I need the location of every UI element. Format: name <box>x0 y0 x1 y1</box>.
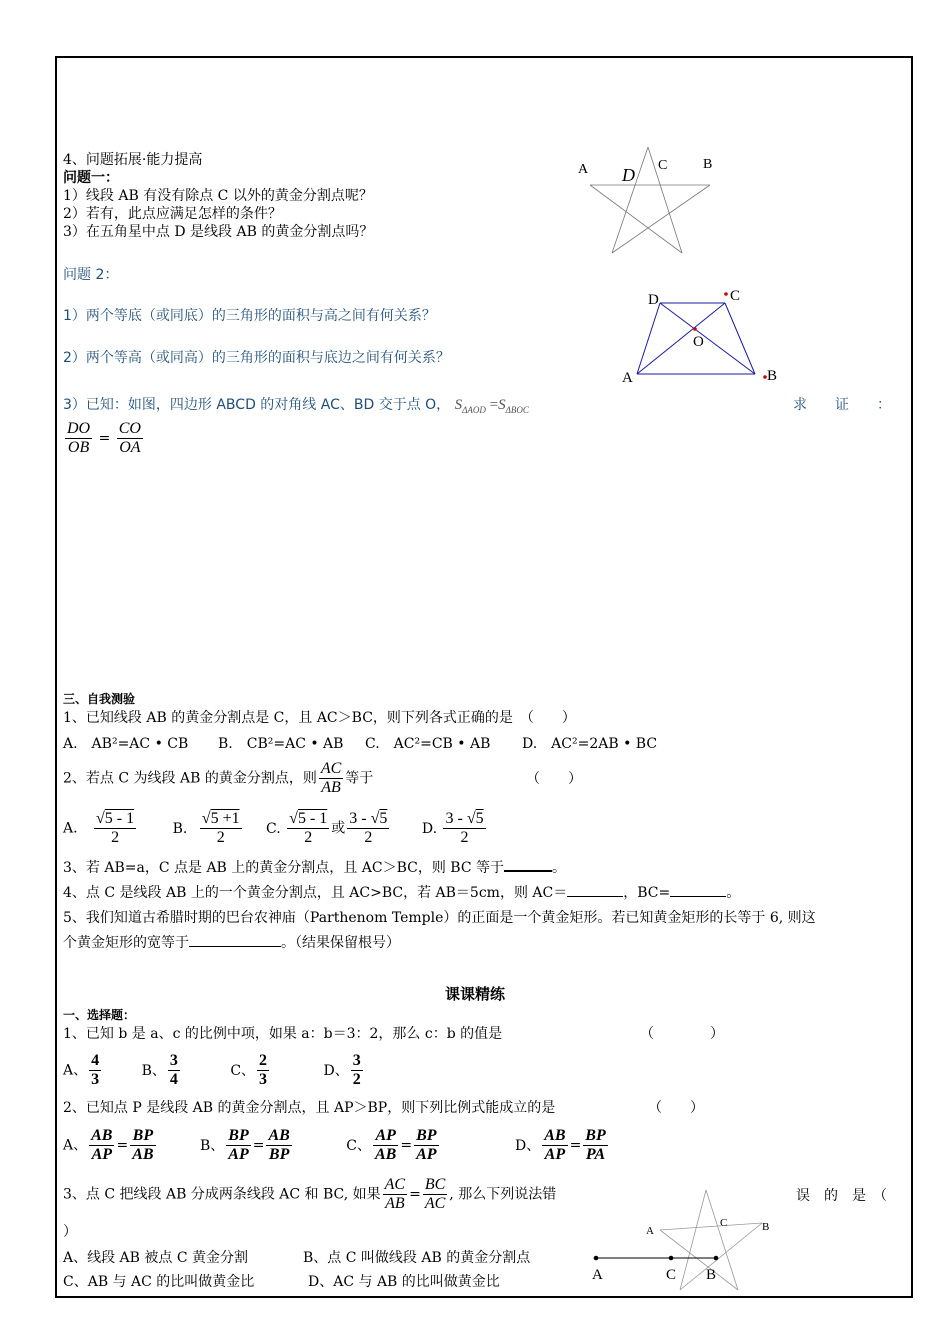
point-o-dot <box>693 327 697 331</box>
segment-label-b: B <box>706 1267 717 1283</box>
fraction-den: 2 <box>460 829 469 846</box>
option-b-fraction <box>168 1052 180 1089</box>
practice-q2-options: A、 $\frac{AB}{AP}$ = $\frac{BP}{AB}$ B、 $\frac{BP}{AP}$ = $\frac{AB}{BP}$ C、 $\frac{AP}{AB}$ = $\frac{BP}{AP}$ D、 $\frac{AB}{AP}$ = $\frac{BP}{PA}$ <box>63 1127 606 1163</box>
fraction-den: AB <box>375 1146 397 1163</box>
sqrt-expr: 5 +1 <box>210 810 240 827</box>
option-d-label: D. <box>421 820 438 837</box>
self-test-q5-line2 <box>63 934 400 952</box>
practice-section-title: 一、选择题： <box>63 1008 136 1022</box>
quad-label-c: C <box>730 288 741 304</box>
option-b-fraction-left <box>226 1127 250 1164</box>
point-c <box>669 1256 674 1261</box>
fraction-num: BP <box>130 1127 155 1146</box>
q4-text: 4、点 C 是线段 AB 上的一个黄金分割点，且 AC>BC，若 AB＝5cm，则 AC＝ <box>63 885 568 901</box>
self-test-q1-option-b: B. CB²=AC • AB <box>218 736 344 752</box>
fraction-den: AP <box>544 1146 566 1163</box>
diagonal-bd <box>660 303 755 374</box>
section-heading: 4、问题拓展·能力提高 <box>63 152 203 168</box>
quadrilateral-figure <box>620 285 790 390</box>
q3-text-post: , 那么下列说法错 <box>449 1186 557 1203</box>
option-c-label: C、 <box>230 1062 256 1079</box>
star-line <box>660 1223 762 1230</box>
q2-text-post: 等于 <box>345 770 374 787</box>
fraction-den: 2 <box>216 829 225 846</box>
problem2-title: 问题 2： <box>63 267 119 283</box>
self-test-title: 三、自我测验 <box>63 692 136 706</box>
star2-label-c: C <box>720 1217 728 1229</box>
q4-text-mid: ，BC= <box>623 885 671 901</box>
fraction-den: OA <box>119 439 141 456</box>
option-a-fraction-left <box>89 1127 114 1164</box>
fraction-den: 3 <box>259 1071 268 1088</box>
practice-q3-tail: 误 的 是 （ <box>796 1188 887 1204</box>
option-a-label: A、 <box>63 1062 88 1079</box>
quad-side-ad <box>637 303 660 374</box>
fraction-ac-ab <box>319 760 343 797</box>
practice-q3 <box>63 1176 556 1213</box>
practice-q3-option-a: A、线段 AB 被点 C 黄金分割 <box>63 1250 249 1266</box>
option-b-fraction-right <box>266 1127 291 1164</box>
segment-label-c: C <box>666 1267 677 1283</box>
self-test-q1-option-d: D. AC²=2AB • BC <box>522 736 658 752</box>
area-eq: = <box>489 397 499 413</box>
practice-q3-option-d: D、AC 与 AB 的比叫做黄金比 <box>308 1274 500 1290</box>
quad-label-a: A <box>622 370 633 386</box>
self-test-q1-option-a: A. AB²=AC • CB <box>63 736 189 752</box>
practice-q1-paren: （ ） <box>640 1026 724 1042</box>
prove-equation <box>63 420 145 457</box>
fraction-num: AB <box>544 1127 566 1144</box>
problem1-title: 问题一： <box>63 170 119 186</box>
fraction-den: 2 <box>364 829 373 846</box>
quad-label-o: O <box>693 334 704 350</box>
fraction-do-ob <box>65 420 92 457</box>
fraction-den: AB <box>132 1146 154 1163</box>
practice-q3-close: ） <box>63 1224 77 1240</box>
star2-label-a: A <box>646 1225 654 1237</box>
diagonal-ac <box>637 303 725 374</box>
self-test-q2-paren: （ ） <box>526 771 582 787</box>
point-c-dot <box>724 292 728 296</box>
fraction-den: 2 <box>304 829 313 846</box>
fraction-den: BP <box>268 1146 290 1163</box>
self-test-q2 <box>63 760 373 797</box>
practice-q1-options <box>63 1052 365 1089</box>
practice-q2: 2、已知点 P 是线段 AB 的黄金分割点，且 AP＞BP，则下列比例式能成立的是 <box>63 1100 556 1116</box>
fraction-num: AC <box>384 1176 406 1193</box>
option-a-label: A、 <box>63 1137 88 1154</box>
q5-text: 个黄金矩形的宽等于 <box>63 935 189 951</box>
option-a-fraction <box>89 1052 101 1089</box>
option-a-fraction <box>94 810 136 847</box>
problem1-q3: 3）在五角星中点 D 是线段 AB 的黄金分割点吗？ <box>63 224 374 240</box>
option-a-fraction-right <box>130 1127 155 1164</box>
option-d-fraction-right <box>583 1127 607 1164</box>
fraction-den: AB <box>385 1195 405 1212</box>
q4-bc-blank[interactable] <box>670 896 726 897</box>
equals-sign: = <box>98 430 111 447</box>
self-test-q2-options <box>63 810 488 847</box>
sqrt-expr: 5 - 1 <box>104 810 135 827</box>
fraction-den: PA <box>585 1146 606 1163</box>
q5-answer-blank[interactable] <box>189 946 281 947</box>
area-left: S <box>454 397 463 413</box>
star-label-d: D <box>622 165 635 185</box>
fraction-den: 2 <box>111 829 120 846</box>
option-b-label: B、 <box>141 1062 166 1079</box>
fraction-den: AC <box>424 1195 446 1212</box>
star-label-c: C <box>658 158 668 173</box>
segment-figure <box>588 1250 728 1285</box>
fraction-num: AB <box>91 1127 113 1144</box>
fraction-den: 4 <box>169 1071 178 1088</box>
fraction-num: DO <box>67 420 91 437</box>
problem1-q2: 2）若有，此点应满足怎样的条件？ <box>63 206 282 222</box>
point-b <box>714 1256 719 1261</box>
quad-label-d: D <box>648 292 659 308</box>
option-c-fraction-right <box>414 1127 438 1164</box>
fraction-num: CO <box>118 420 141 437</box>
fraction-num: AB <box>268 1127 290 1144</box>
quad-label-b: B <box>767 368 778 384</box>
option-d-label: D、 <box>514 1137 541 1154</box>
practice-q1: 1、已知 b 是 a、c 的比例中项，如果 a：b＝3：2，那么 c：b 的值是 <box>63 1026 503 1042</box>
fraction-num: √5 - 1 <box>289 810 328 827</box>
fraction-den: AP <box>91 1146 113 1163</box>
fraction-num: √5 +1 <box>201 810 240 827</box>
fraction-num: 3 <box>169 1052 178 1069</box>
fraction-den: AP <box>228 1146 249 1163</box>
prove-label: 求 证 ： <box>793 397 891 413</box>
option-d-label: D、 <box>323 1062 349 1079</box>
fraction-den: OB <box>67 439 90 456</box>
fraction-co-oa <box>117 420 143 457</box>
option-c-fraction <box>257 1052 269 1089</box>
fraction-num: BP <box>416 1127 437 1144</box>
problem1-q1: 1）线段 AB 有没有除点 C 以外的黄金分割点呢？ <box>63 188 373 204</box>
problem2-q3 <box>63 396 529 419</box>
option-d-fraction-left <box>542 1127 567 1164</box>
fraction-num: 3 <box>352 1052 361 1069</box>
q3-text-post: 。 <box>552 860 566 876</box>
self-test-q4 <box>63 884 740 902</box>
self-test-q3 <box>63 859 566 877</box>
practice-q2-paren: （ ） <box>648 1100 704 1116</box>
segment-label-a: A <box>592 1267 603 1283</box>
problem2-q2: 2）两个等高（或同高）的三角形的面积与底边之间有何关系？ <box>63 350 450 366</box>
fraction-bc-ac <box>423 1176 447 1213</box>
fraction-num: BP <box>228 1127 249 1144</box>
area-equation <box>455 397 529 413</box>
area-right-sub: ΔBOC <box>505 405 529 415</box>
fraction-num: BP <box>585 1127 606 1144</box>
option-c-fraction-2 <box>347 810 389 847</box>
star-line <box>612 147 648 253</box>
fraction-num: AC <box>320 760 342 777</box>
area-left-sub: ΔAOD <box>462 405 486 415</box>
fraction-num: BC <box>424 1176 446 1193</box>
fraction-den: AB <box>321 779 341 796</box>
fraction-den: 2 <box>352 1071 361 1088</box>
self-test-q5-line1: 5、我们知道古希腊时期的巴台农神庙（Parthenom Temple）的正面是一个黄金矩形。若已知黄金矩形的长等于 6, 则这 <box>63 910 816 926</box>
fraction-den: 3 <box>91 1071 100 1088</box>
option-a-label: A. <box>63 820 78 837</box>
star2-label-b: B <box>762 1221 770 1233</box>
q3-answer-blank[interactable] <box>504 870 552 872</box>
option-b-label: B、 <box>200 1137 225 1154</box>
practice-q3-option-c: C、AB 与 AC 的比叫做黄金比 <box>63 1274 255 1290</box>
fraction-num: √5 - 1 <box>96 810 135 827</box>
q5-text-post: 。（结果保留根号） <box>281 935 400 951</box>
practice-q3-option-b: B、点 C 叫做线段 AB 的黄金分割点 <box>303 1250 531 1266</box>
sqrt-expr: 5 - 1 <box>297 810 328 827</box>
fraction-ac-ab <box>383 1176 407 1213</box>
self-test-q1-option-c: C. AC²=CB • AB <box>365 736 491 752</box>
q4-ac-blank[interactable] <box>567 896 623 897</box>
fraction-num: AP <box>373 1127 398 1146</box>
option-d-fraction <box>443 810 485 847</box>
equals-sign: = <box>409 1186 421 1203</box>
star-line <box>590 185 682 253</box>
fraction-den: AP <box>416 1146 437 1163</box>
star-label-a: A <box>578 162 589 177</box>
q2-text: 2、若点 C 为线段 AB 的黄金分割点，则 <box>63 770 317 787</box>
problem2-q3-text: 3）已知：如图，四边形 ABCD 的对角线 AC、BD 交于点 O， <box>63 397 451 413</box>
pentagram-figure <box>570 150 730 260</box>
star-label-b: B <box>703 157 713 172</box>
fraction-num: 2 <box>259 1052 268 1069</box>
practice-title: 课课精练 <box>445 985 506 1003</box>
option-c-or: 或 <box>331 820 346 837</box>
option-b-label: B. <box>172 820 188 837</box>
problem2-q1: 1）两个等底（或同底）的三角形的面积与高之间有何关系？ <box>63 308 436 324</box>
point-a <box>594 1256 599 1261</box>
q3-text: 3、若 AB=a，C 点是 AB 上的黄金分割点，且 AC＞BC，则 BC 等于 <box>63 860 504 876</box>
area-right: S <box>498 397 506 413</box>
q4-text-post: 。 <box>726 885 741 901</box>
option-b-fraction <box>200 810 242 847</box>
option-d-fraction <box>351 1052 363 1089</box>
star-line <box>612 185 710 253</box>
q3-text: 3、点 C 把线段 AB 分成两条线段 AC 和 BC, 如果 <box>63 1186 381 1203</box>
fraction-num: 4 <box>91 1052 100 1069</box>
option-c-fraction-left <box>373 1127 398 1164</box>
self-test-q1: 1、已知线段 AB 的黄金分割点是 C，且 AC＞BC，则下列各式正确的是 （ ） <box>63 710 576 726</box>
option-c-label: C、 <box>346 1137 371 1154</box>
option-c-fraction-1 <box>287 810 329 847</box>
fraction-num: 3 - √5 <box>349 810 388 827</box>
option-c-label: C. <box>266 820 281 837</box>
fraction-num: 3 - √5 <box>445 810 484 827</box>
